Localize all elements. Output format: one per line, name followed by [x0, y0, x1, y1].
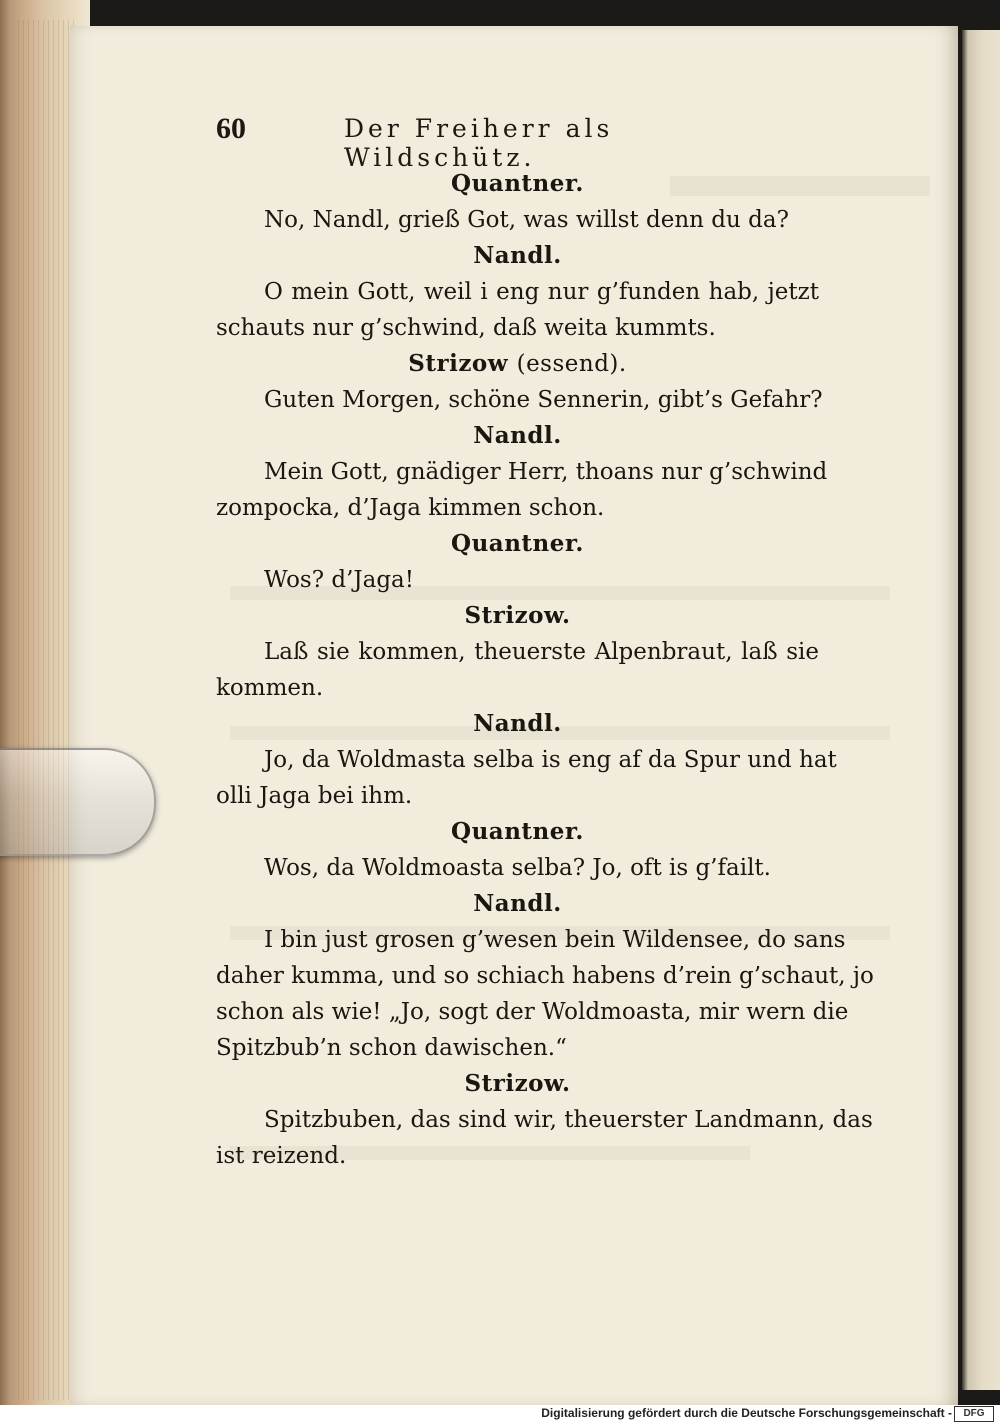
play-text [216, 166, 874, 1174]
dialogue-line: daher kumma, und so schiach habens d’rein g’schaut, jo [216, 963, 874, 989]
dialogue-line: No, Nandl, grieß Got, was willst denn du da? [264, 207, 789, 233]
dialogue-line: Guten Morgen, schöne Sennerin, gibt’s Gefahr? [264, 387, 823, 413]
dfg-logo: DFG [954, 1406, 994, 1422]
speaker-name [216, 1066, 819, 1102]
facing-page-strip [962, 30, 1000, 1390]
speaker-label: Quantner. [451, 818, 584, 845]
speaker-label: Nandl. [473, 890, 562, 917]
speaker-label: Nandl. [473, 422, 562, 449]
speaker-label: Nandl. [473, 710, 562, 737]
dialogue-line: olli Jaga bei ihm. [216, 783, 413, 809]
dialogue-line: ist reizend. [216, 1143, 347, 1169]
footer-bar [0, 1405, 1000, 1423]
speaker-name [216, 418, 819, 454]
speaker-name [216, 526, 819, 562]
dialogue-line: kommen. [216, 675, 324, 701]
dialogue-line: I bin just grosen g’wesen bein Wildensee, do sans [264, 927, 846, 953]
page-holder-clip [0, 748, 156, 856]
page-edge-stripes [18, 20, 78, 1400]
dialogue-line: Laß sie kommen, theuerste Alpenbraut, laß sie [264, 639, 819, 665]
dialogue-line: Mein Gott, gnädiger Herr, thoans nur g’schwind [264, 459, 828, 485]
speaker-name [216, 814, 819, 850]
dialogue-line: Jo, da Woldmasta selba is eng af da Spur und hat [264, 747, 837, 773]
speaker-label: Nandl. [473, 242, 562, 269]
dialogue-line: Spitzbuben, das sind wir, theuerster Landmann, das [264, 1107, 873, 1133]
dialogue-line: O mein Gott, weil i eng nur g’funden hab, jetzt [264, 279, 819, 305]
speaker-label: Strizow [408, 350, 509, 377]
running-title: Der Freiherr als Wildschütz. [344, 114, 614, 172]
speaker-label: Strizow. [464, 602, 571, 629]
dialogue-line: Spitzbub’n schon dawischen.“ [216, 1035, 567, 1061]
speaker-name [216, 886, 819, 922]
speaker-name [216, 238, 819, 274]
dialogue-line: Wos, da Woldmoasta selba? Jo, oft is g’failt. [264, 855, 771, 881]
speaker-label: Strizow. [464, 1070, 571, 1097]
speaker-name [216, 346, 819, 382]
funding-notice: Digitalisierung gefördert durch die Deutsche Forschungsgemeinschaft - [541, 1406, 952, 1420]
dialogue-line: Wos? d’Jaga! [264, 567, 415, 593]
speaker-name [216, 598, 819, 634]
dialogue-line: schauts nur g’schwind, daß weita kummts. [216, 315, 716, 341]
speaker-label: Quantner. [451, 170, 584, 197]
dialogue-line: schon als wie! „Jo, sogt der Woldmoasta, mir wern die [216, 999, 849, 1025]
speaker-name [216, 706, 819, 742]
page-header [216, 112, 816, 172]
speaker-label: Quantner. [451, 530, 584, 557]
speaker-name [216, 166, 819, 202]
page-number: 60 [216, 112, 246, 145]
stage-direction: (essend). [516, 351, 627, 377]
dialogue-line: zompocka, d’Jaga kimmen schon. [216, 495, 605, 521]
